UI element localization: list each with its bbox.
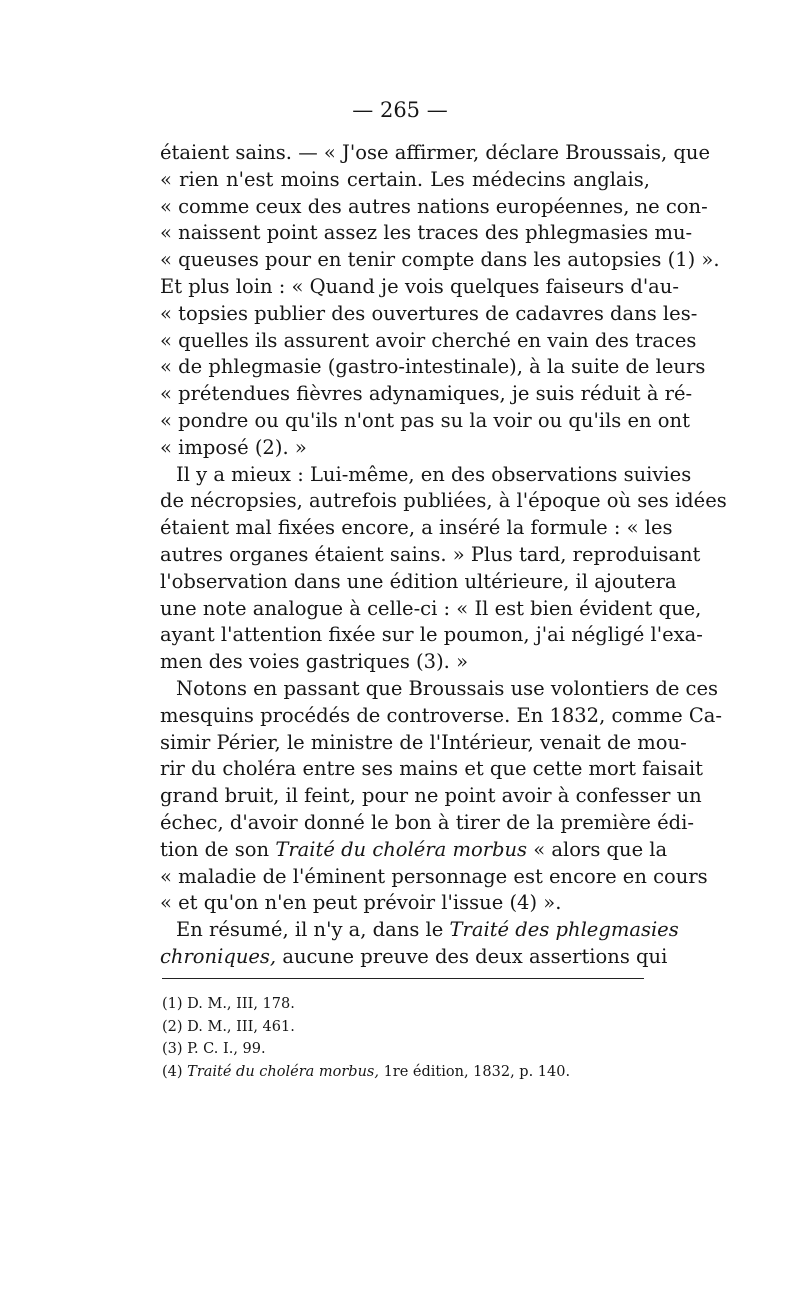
text-line: « de phlegmasie (gastro-intestinale), à la suite de leurs bbox=[160, 355, 706, 379]
text-line: « quelles ils assurent avoir cherché en vain des traces bbox=[160, 328, 697, 352]
text-line: de nécropsies, autrefois publiées, à l'époque où ses idées bbox=[160, 489, 727, 513]
text-line: « imposé (2). » bbox=[160, 435, 307, 459]
text-span: aucune preuve des deux assertions qui bbox=[282, 944, 668, 968]
text-line: « prétendues fièvres adynamiques, je suis réduit à ré- bbox=[160, 382, 693, 406]
footnote-title: Traité du choléra morbus, bbox=[187, 1063, 379, 1080]
text-line: simir Périer, le ministre de l'Intérieur, venait de mou- bbox=[160, 730, 687, 754]
footnote-rule bbox=[162, 978, 644, 979]
book-title: Traité des phlegmasies bbox=[449, 918, 679, 942]
page-number: — 265 — bbox=[352, 98, 448, 122]
footnote: (2) D. M., III, 461. bbox=[162, 1018, 295, 1035]
text-line: « comme ceux des autres nations européennes, ne con- bbox=[160, 194, 708, 218]
text-line: grand bruit, il feint, pour ne point avoir à confesser un bbox=[160, 784, 702, 808]
text-line: rir du choléra entre ses mains et que cette mort faisait bbox=[160, 757, 703, 781]
text-line: étaient mal fixées encore, a inséré la formule : « les bbox=[160, 516, 673, 540]
text-span: tion de son bbox=[160, 837, 270, 861]
text-line: échec, d'avoir donné le bon à tirer de la première édi- bbox=[160, 810, 694, 834]
text-line: ayant l'attention fixée sur le poumon, j'ai négligé l'exa- bbox=[160, 623, 703, 647]
footnote-number: (4) bbox=[162, 1063, 183, 1080]
text-line-with-title bbox=[160, 837, 668, 864]
text-line: Notons en passant que Broussais use volontiers de ces bbox=[176, 676, 719, 700]
text-line: autres organes étaient sains. » Plus tard, reproduisant bbox=[160, 542, 701, 566]
text-line: étaient sains. — « J'ose affirmer, déclare Broussais, que bbox=[160, 141, 711, 164]
text-line: Il y a mieux : Lui-même, en des observations suivies bbox=[176, 462, 692, 486]
text-line: l'observation dans une édition ultérieure, il ajoutera bbox=[160, 569, 677, 593]
footnote-detail: 1re édition, 1832, p. 140. bbox=[383, 1063, 571, 1080]
text-line: men des voies gastriques (3). » bbox=[160, 650, 469, 674]
footnote bbox=[162, 1061, 642, 1084]
text-line: « pondre ou qu'ils n'ont pas su la voir ou qu'ils en ont bbox=[160, 408, 690, 432]
text-line: mesquins procédés de controverse. En 1832, comme Ca- bbox=[160, 703, 723, 727]
text-line-with-title bbox=[160, 917, 679, 944]
footnote: (1) D. M., III, 178. bbox=[162, 996, 295, 1012]
text-span: « alors que la bbox=[533, 837, 668, 861]
footnotes bbox=[162, 993, 642, 1083]
body-text bbox=[160, 140, 727, 971]
text-span: En résumé, il n'y a, dans le bbox=[176, 918, 444, 942]
text-line: « rien n'est moins certain. Les médecins anglais, bbox=[160, 167, 650, 191]
text-line: Et plus loin : « Quand je vois quelques faiseurs d'au- bbox=[160, 274, 679, 298]
book-title: chroniques, bbox=[160, 944, 277, 968]
book-title: Traité du choléra morbus bbox=[275, 837, 528, 861]
footnote: (3) P. C. I., 99. bbox=[162, 1041, 266, 1057]
text-line: « et qu'on n'en peut prévoir l'issue (4) ». bbox=[160, 891, 562, 915]
text-line: « maladie de l'éminent personnage est encore en cours bbox=[160, 864, 708, 888]
text-line: « topsies publier des ouvertures de cadavres dans les- bbox=[160, 301, 698, 325]
text-line: « naissent point assez les traces des phlegmasies mu- bbox=[160, 221, 693, 245]
text-line: une note analogue à celle-ci : « Il est bien évident que, bbox=[160, 596, 702, 620]
text-line-with-title bbox=[160, 944, 668, 971]
text-line: « queuses pour en tenir compte dans les autopsies (1) ». bbox=[160, 248, 720, 272]
